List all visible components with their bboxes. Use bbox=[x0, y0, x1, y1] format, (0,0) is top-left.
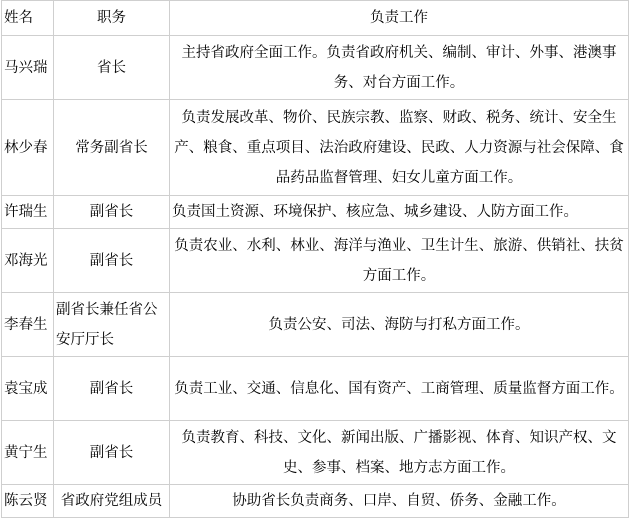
cell-role: 省政府党组成员 bbox=[54, 485, 170, 518]
cell-role: 副省长 bbox=[54, 357, 170, 421]
table-row bbox=[2, 36, 629, 100]
cell-role: 副省长 bbox=[54, 229, 170, 293]
table-header-row bbox=[2, 1, 629, 36]
cell-name: 邓海光 bbox=[2, 229, 54, 293]
cell-duty: 负责工业、交通、信息化、国有资产、工商管理、质量监督方面工作。 bbox=[170, 357, 629, 421]
cell-name: 李春生 bbox=[2, 293, 54, 357]
cell-duty: 负责发展改革、物价、民族宗教、监察、财政、税务、统计、安全生产、粮食、重点项目、法治政府建设、民政、人力资源与社会保障、食品药品监督管理、妇女儿童方面工作。 bbox=[170, 100, 629, 196]
header-role: 职务 bbox=[54, 1, 170, 36]
cell-name: 陈云贤 bbox=[2, 485, 54, 518]
cell-name: 袁宝成 bbox=[2, 357, 54, 421]
header-duty: 负责工作 bbox=[170, 1, 629, 36]
table-row bbox=[2, 293, 629, 357]
cell-name: 黄宁生 bbox=[2, 421, 54, 485]
table-row bbox=[2, 421, 629, 485]
cell-duty: 协助省长负责商务、口岸、自贸、侨务、金融工作。 bbox=[170, 485, 629, 518]
cell-role: 副省长 bbox=[54, 196, 170, 229]
cell-duty: 负责国土资源、环境保护、核应急、城乡建设、人防方面工作。 bbox=[170, 196, 629, 229]
cell-duty: 主持省政府全面工作。负责省政府机关、编制、审计、外事、港澳事务、对台方面工作。 bbox=[170, 36, 629, 100]
cell-name: 林少春 bbox=[2, 100, 54, 196]
table-row bbox=[2, 485, 629, 518]
table-row bbox=[2, 196, 629, 229]
table-row bbox=[2, 229, 629, 293]
cell-name: 许瑞生 bbox=[2, 196, 54, 229]
cell-role: 副省长 bbox=[54, 421, 170, 485]
cell-duty: 负责公安、司法、海防与打私方面工作。 bbox=[170, 293, 629, 357]
cell-role: 省长 bbox=[54, 36, 170, 100]
table-row bbox=[2, 357, 629, 421]
header-name: 姓名 bbox=[2, 1, 54, 36]
leadership-duties-table bbox=[1, 0, 629, 518]
table-row bbox=[2, 100, 629, 196]
cell-role: 常务副省长 bbox=[54, 100, 170, 196]
cell-duty: 负责农业、水利、林业、海洋与渔业、卫生计生、旅游、供销社、扶贫方面工作。 bbox=[170, 229, 629, 293]
cell-duty: 负责教育、科技、文化、新闻出版、广播影视、体育、知识产权、文史、参事、档案、地方志方面工作。 bbox=[170, 421, 629, 485]
cell-role: 副省长兼任省公安厅厅长 bbox=[54, 293, 170, 357]
cell-name: 马兴瑞 bbox=[2, 36, 54, 100]
